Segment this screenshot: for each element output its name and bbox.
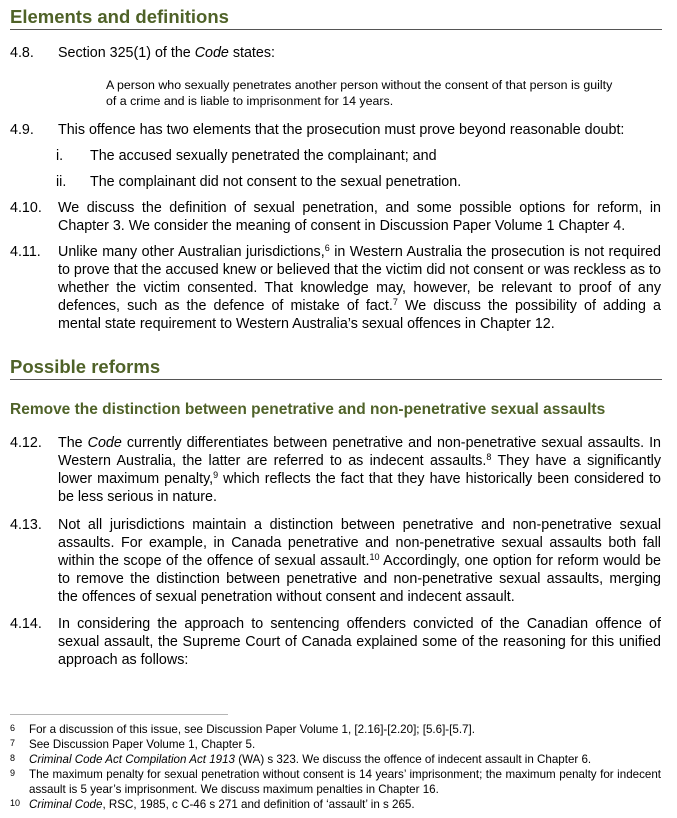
footnote-number: 8 (10, 753, 16, 763)
footnote-6 (10, 723, 661, 738)
paragraph-text: This offence has two elements that the prosecution must prove beyond reasonable doubt: (58, 122, 625, 138)
footnote-number: 7 (10, 738, 16, 748)
footnote-8 (10, 753, 661, 768)
paragraph-4-13 (10, 516, 661, 606)
paragraph-text: Not all jurisdictions maintain a distinction between penetrative and non-penetrative sexual assaults. For example, in Canada penetrative and non-penetrative sexual assaults both fall within the scope of the offence of sexual assault.$^{10}$ Accordingly, one option for reform would be to remove the distinction between penetrative and non-penetrative sexual assaults, merging the offences of sexual penetration without consent and indecent assault. (58, 517, 661, 605)
footnote-ref: 9 (213, 470, 219, 480)
paragraph-number: 4.14. (10, 616, 42, 632)
paragraph-number: 4.9. (10, 122, 34, 138)
footnote-ref: 10 (369, 552, 380, 562)
paragraph-4-10 (10, 199, 661, 235)
paragraph-text: We discuss the definition of sexual penetration, and some possible options for reform, in Chapter 3. We consider the meaning of consent in Discussion Paper Volume 1 Chapter 4. (58, 200, 661, 234)
paragraph-text: In considering the approach to sentencing offenders convicted of the Canadian offence of sexual assault, the Supreme Court of Canada explained some of the reasoning for this unified approach as follows: (58, 616, 661, 668)
paragraph-number: 4.8. (10, 45, 34, 61)
paragraph-4-12 (10, 434, 661, 506)
footnote-text: See Discussion Paper Volume 1, Chapter 5. (29, 738, 256, 751)
statutory-quote: A person who sexually penetrates another person without the consent of that person is guilty of a crime and is liable to imprisonment for 14 years. (106, 78, 613, 108)
paragraph-number: 4.10. (10, 200, 42, 216)
footnote-10 (10, 798, 661, 813)
list-item (10, 147, 661, 165)
list-numeral: ii. (56, 174, 67, 190)
paragraph-number: 4.12. (10, 435, 42, 451)
paragraph-4-8 (10, 44, 661, 62)
paragraph-4-14 (10, 615, 661, 669)
footnote-number: 6 (10, 723, 16, 733)
paragraph-text: Section 325(1) of the Code states: (58, 45, 275, 61)
paragraph-text: Unlike many other Australian jurisdictions,$^6$ in Western Australia the prosecution is not required to prove that the accused knew or believed that the victim did not consent or was reckless as to whether the victim consented. That knowledge may, however, be relevant to proof of any defences, such as the defence of mistake of fact.$^7$ We discuss the possibility of adding a mental state requirement to Western Australia’s sexual offences in Chapter 12. (58, 243, 661, 332)
footnote-number: 9 (10, 768, 16, 778)
paragraph-number: 4.11. (10, 244, 41, 260)
footnote-ref: 6 (324, 243, 330, 253)
list-numeral: i. (56, 148, 64, 164)
footnote-9 (10, 768, 661, 797)
footnote-text: The maximum penalty for sexual penetration without consent is 14 years’ imprisonment; the maximum penalty for indecent assault is 5 year’s imprisonment. We discuss maximum penalties in Chapter 16. (29, 768, 661, 796)
footnote-text: For a discussion of this issue, see Discussion Paper Volume 1, [2.16]-[2.20]; [5.6]-[5.7]. (29, 723, 475, 736)
footnote-number: 10 (10, 798, 21, 808)
footnote-ref: 8 (486, 452, 492, 462)
footnote-ref: 7 (392, 297, 398, 307)
footnote-7 (10, 738, 661, 753)
footnote-text: Criminal Code, RSC, 1985, c C-46 s 271 and definition of ‘assault’ in s 265. (29, 798, 415, 811)
paragraph-text: The Code currently differentiates between penetrative and non-penetrative sexual assaults. In Western Australia, the latter are referred to as indecent assaults.$^8$ They have a significantly lower maximum penalty,$^9$ which reflects the fact that they have historically been considered to be less serious in nature. (58, 435, 662, 505)
heading-possible-reforms: Possible reforms (10, 356, 662, 380)
list-text: The accused sexually penetrated the complainant; and (90, 148, 437, 164)
paragraph-4-9 (10, 121, 661, 139)
paragraph-4-11 (10, 243, 661, 333)
subheading-remove-distinction: Remove the distinction between penetrative and non-penetrative sexual assaults (10, 401, 606, 418)
list-text: The complainant did not consent to the sexual penetration. (90, 174, 462, 190)
paragraph-number: 4.13. (10, 517, 42, 533)
heading-elements-and-definitions: Elements and definitions (10, 6, 662, 30)
list-item (10, 173, 661, 191)
footnote-separator (10, 714, 228, 715)
footnote-text: Criminal Code Act Compilation Act 1913 (WA) s 323. We discuss the offence of indecent assault in Chapter 6. (29, 753, 592, 766)
